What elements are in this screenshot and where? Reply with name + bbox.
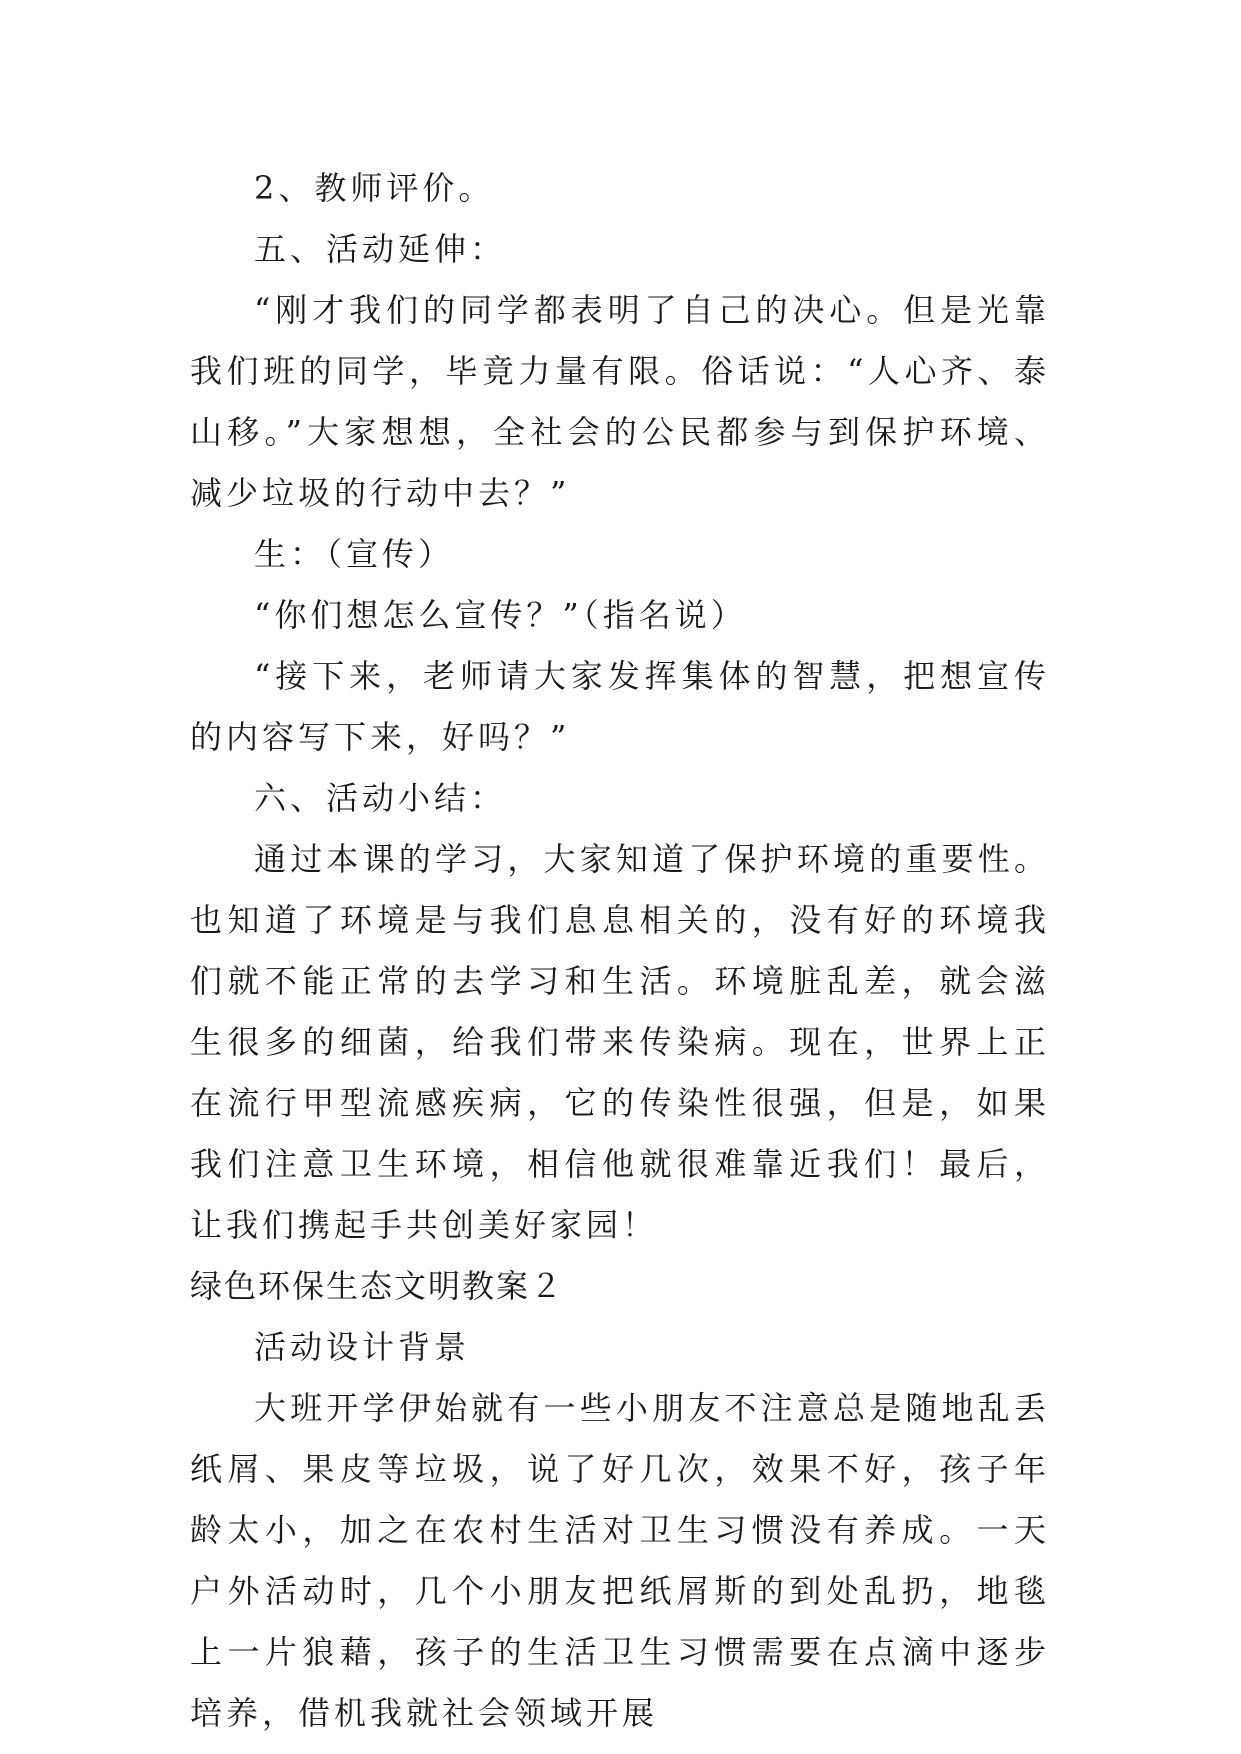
heading-activity-summary: 六、活动小结： xyxy=(254,779,507,817)
paragraph-background: 大班开学伊始就有一些小朋友不注意总是随地乱丢纸屑、果皮等垃圾，说了好几次，效果不好，孩子年龄太小，加之在农村生活对卫生习惯没有养成。一天户外活动时，几个小朋友把纸屑斯的到处乱扔，地毯上一片狼藉，孩子的生活卫生习惯需要在点滴中逐步培养，借机我就社会领域开展 xyxy=(190,1389,1050,1732)
heading-design-background: 活动设计背景 xyxy=(254,1328,471,1366)
heading-activity-extension: 五、活动延伸： xyxy=(254,230,507,268)
document-body xyxy=(190,158,1050,1744)
paragraph-summary: 通过本课的学习，大家知道了保护环境的重要性。也知道了环境是与我们息息相关的，没有好的环境我们就不能正常的去学习和生活。环境脏乱差，就会滋生很多的细菌，给我们带来传染病。现在，世界上正在流行甲型流感疾病，它的传染性很强，但是，如果我们注意卫生环境，相信他就很难靠近我们！最后，让我们携起手共创美好家园！ xyxy=(190,840,1050,1244)
paragraph-teacher-question: “你们想怎么宣传？”（指名说） xyxy=(254,596,747,634)
paragraph-teacher-evaluation: 2、教师评价。 xyxy=(254,169,495,207)
paragraph-student-answer: 生：（宣传） xyxy=(254,535,455,573)
section-title: 绿色环保生态文明教案２ xyxy=(190,1267,565,1305)
paragraph-teacher-speech-2: “接下来，老师请大家发挥集体的智慧，把想宣传的内容写下来，好吗？” xyxy=(190,657,1050,756)
paragraph-teacher-speech-1: “刚才我们的同学都表明了自己的决心。但是光靠我们班的同学，毕竟力量有限。俗话说：“人心齐、泰山移。”大家想想，全社会的公民都参与到保护环境、减少垃圾的行动中去？” xyxy=(190,291,1050,512)
